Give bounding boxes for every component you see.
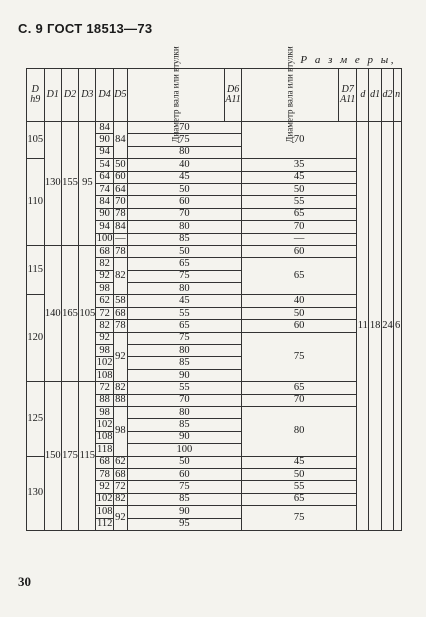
cell-D: 130 <box>27 456 45 530</box>
cell-D5: — <box>115 233 126 245</box>
header-d: d <box>357 69 369 122</box>
cell-D4: 90 <box>96 134 113 146</box>
cell-D4: 94 <box>96 221 113 233</box>
cell-D5: 98 <box>113 406 127 456</box>
cell-shaft-diameter-2: 60 <box>241 320 356 332</box>
cell-D1: 140 <box>44 245 61 381</box>
cell-D: 120 <box>27 295 45 382</box>
cell-D: 105 <box>27 122 45 159</box>
header-D7: D7 A11 <box>339 69 357 122</box>
cell-D2: 165 <box>61 245 78 381</box>
cell-D4: 108 <box>96 369 113 381</box>
cell-shaft-diameter-1: 85 <box>127 233 241 245</box>
header-d2: d2 <box>381 69 393 122</box>
cell-shaft-diameter-2: 70 <box>241 122 356 159</box>
header-D4: D4 <box>96 69 113 122</box>
cell-D4: 72 <box>96 307 113 319</box>
cell-shaft-diameter-1: 95 <box>127 518 241 530</box>
page-header: С. 9 ГОСТ 18513—73 <box>18 21 153 36</box>
cell-shaft-diameter-2: 55 <box>241 481 356 493</box>
cell-shaft-diameter-1: 60 <box>127 196 241 208</box>
cell-shaft-diameter-2: 60 <box>241 245 356 257</box>
cell-D4: 62 <box>96 295 113 307</box>
cell-shaft-diameter-2: 40 <box>241 295 356 307</box>
cell-shaft-diameter-1: 50 <box>127 456 241 468</box>
cell-D5: 82 <box>113 258 127 295</box>
cell-D5: 70 <box>115 196 126 208</box>
cell-D3: 105 <box>79 245 96 381</box>
cell-shaft-diameter-2: 65 <box>241 382 356 394</box>
cell-D4: 98 <box>96 283 113 295</box>
table-row <box>27 245 402 257</box>
cell-shaft-diameter-2: 65 <box>241 208 356 220</box>
header-D2: D2 <box>61 69 78 122</box>
cell-D5: 78 <box>115 319 126 331</box>
cell-D4: 102 <box>96 357 113 369</box>
cell-D4: 118 <box>96 443 113 455</box>
cell-shaft-diameter-1: 75 <box>127 270 241 282</box>
cell-D: 115 <box>27 245 45 295</box>
cell-D4: 112 <box>96 518 113 530</box>
header-n: n <box>394 69 402 122</box>
cell-shaft-diameter-1: 85 <box>127 419 241 431</box>
header-shaft-diameter-2: Диаметр вала или втулки <box>241 69 338 122</box>
cell-d1: 18 <box>369 122 381 531</box>
cell-D5: 78 <box>115 245 126 257</box>
cell-shaft-diameter-2: 35 <box>241 159 356 171</box>
cell-D5: 84 <box>115 220 126 232</box>
cell-shaft-diameter-1: 70 <box>127 122 241 134</box>
cell-D: 125 <box>27 382 45 456</box>
cell-D5: 72 <box>115 481 126 493</box>
cell-d: 11 <box>357 122 369 531</box>
cell-shaft-diameter-1: 75 <box>127 481 241 493</box>
cell-D4: 98 <box>96 345 113 357</box>
cell-D4: 88 <box>96 394 113 406</box>
cell-shaft-diameter-1: 90 <box>127 506 241 518</box>
cell-D3: 115 <box>79 382 96 531</box>
cell-D4: 72 <box>96 382 113 394</box>
cell-shaft-diameter-2: 50 <box>241 307 356 319</box>
cell-shaft-diameter-2: 55 <box>241 196 356 208</box>
cell-shaft-diameter-1: 90 <box>127 369 241 381</box>
cell-shaft-diameter-1: 85 <box>127 493 241 505</box>
cell-shaft-diameter-1: 50 <box>127 245 241 257</box>
header-shaft-diameter-1: Диаметр вала или втулки <box>127 69 224 122</box>
cell-D4: 94 <box>96 146 113 158</box>
cell-D5: 92 <box>113 332 127 382</box>
cell-shaft-diameter-1: 80 <box>127 146 241 158</box>
cell-shaft-diameter-2: — <box>241 233 356 245</box>
page-number: 30 <box>18 574 31 589</box>
cell-shaft-diameter-1: 60 <box>127 468 241 480</box>
header-D1: D1 <box>44 69 61 122</box>
cell-D3: 95 <box>79 122 96 246</box>
header-D: D h9 <box>27 69 45 122</box>
cell-shaft-diameter-1: 65 <box>127 258 241 270</box>
cell-shaft-diameter-1: 80 <box>127 221 241 233</box>
cell-shaft-diameter-2: 50 <box>241 183 356 195</box>
cell-D4: 102 <box>96 419 113 431</box>
cell-shaft-diameter-1: 70 <box>127 208 241 220</box>
cell-shaft-diameter-2: 65 <box>241 258 356 295</box>
cell-D2: 175 <box>61 382 78 531</box>
table-header-row <box>27 69 402 122</box>
header-D6: D6 A11 <box>225 69 242 122</box>
cell-D5: 68 <box>115 307 126 319</box>
cell-D4: 98 <box>96 406 113 418</box>
cell-D4: 54 <box>96 159 113 171</box>
cell-shaft-diameter-1: 40 <box>127 159 241 171</box>
cell-D4: 102 <box>96 493 113 505</box>
cell-shaft-diameter-1: 65 <box>127 320 241 332</box>
cell-D5: 68 <box>115 468 126 480</box>
cell-shaft-diameter-1: 90 <box>127 431 241 443</box>
cell-D5: 82 <box>115 493 126 505</box>
cell-shaft-diameter-1: 85 <box>127 357 241 369</box>
cell-shaft-diameter-1: 100 <box>127 444 241 456</box>
cell-D5: 64 <box>115 183 126 195</box>
header-d1: d1 <box>369 69 381 122</box>
cell-shaft-diameter-2: 80 <box>241 406 356 456</box>
cell-D4: 82 <box>96 320 113 332</box>
cell-D4: 68 <box>96 245 113 257</box>
cell-shaft-diameter-2: 75 <box>241 506 356 531</box>
cell-D5: 88 <box>115 394 126 406</box>
cell-D1: 130 <box>44 122 61 246</box>
cell-D4: 74 <box>96 183 113 195</box>
cell-shaft-diameter-2: 50 <box>241 468 356 480</box>
cell-D4: 92 <box>96 270 113 282</box>
cell-n: 6 <box>394 122 402 531</box>
cell-D4: 92 <box>96 481 113 493</box>
cell-D4: 108 <box>96 505 113 517</box>
cell-D4: 108 <box>96 431 113 443</box>
cell-D4: 100 <box>96 233 113 245</box>
cell-D4: 92 <box>96 332 113 344</box>
cell-shaft-diameter-1: 75 <box>127 134 241 146</box>
table-body <box>27 122 402 531</box>
cell-shaft-diameter-1: 55 <box>127 307 241 319</box>
cell-shaft-diameter-1: 45 <box>127 295 241 307</box>
cell-shaft-diameter-2: 45 <box>241 171 356 183</box>
cell-D5: 84 <box>113 122 127 159</box>
table-row <box>27 122 402 134</box>
cell-D5: 92 <box>113 506 127 531</box>
cell-D5: 60 <box>115 171 126 183</box>
header-D5: D5 <box>113 69 127 122</box>
cell-d2: 24 <box>381 122 393 531</box>
cell-D1: 150 <box>44 382 61 531</box>
cell-D5: 62 <box>115 456 126 468</box>
cell-shaft-diameter-1: 70 <box>127 394 241 406</box>
cell-D5: 58 <box>115 295 126 307</box>
table-row <box>27 382 402 394</box>
cell-shaft-diameter-1: 45 <box>127 171 241 183</box>
cell-D4: 82 <box>96 258 113 270</box>
cell-shaft-diameter-2: 70 <box>241 394 356 406</box>
cell-shaft-diameter-2: 45 <box>241 456 356 468</box>
cell-shaft-diameter-1: 80 <box>127 406 241 418</box>
header-D3: D3 <box>79 69 96 122</box>
cell-shaft-diameter-1: 55 <box>127 382 241 394</box>
cell-shaft-diameter-2: 70 <box>241 221 356 233</box>
cell-D4: 84 <box>96 196 113 208</box>
cell-D4: 68 <box>96 456 113 468</box>
cell-D4: 90 <box>96 208 113 220</box>
sizes-label: Р а з м е р ы, <box>300 54 396 66</box>
cell-shaft-diameter-1: 80 <box>127 345 241 357</box>
cell-D4: 64 <box>96 171 113 183</box>
cell-D4: 84 <box>96 122 113 134</box>
cell-D2: 155 <box>61 122 78 246</box>
cell-shaft-diameter-1: 75 <box>127 332 241 344</box>
cell-D5: 82 <box>115 381 126 393</box>
cell-D5: 50 <box>115 158 126 170</box>
cell-shaft-diameter-1: 50 <box>127 183 241 195</box>
cell-D: 110 <box>27 159 45 246</box>
cell-shaft-diameter-2: 75 <box>241 332 356 382</box>
cell-D5: 78 <box>115 208 126 220</box>
cell-D4: 78 <box>96 468 113 480</box>
cell-shaft-diameter-1: 80 <box>127 283 241 295</box>
cell-shaft-diameter-2: 65 <box>241 493 356 505</box>
